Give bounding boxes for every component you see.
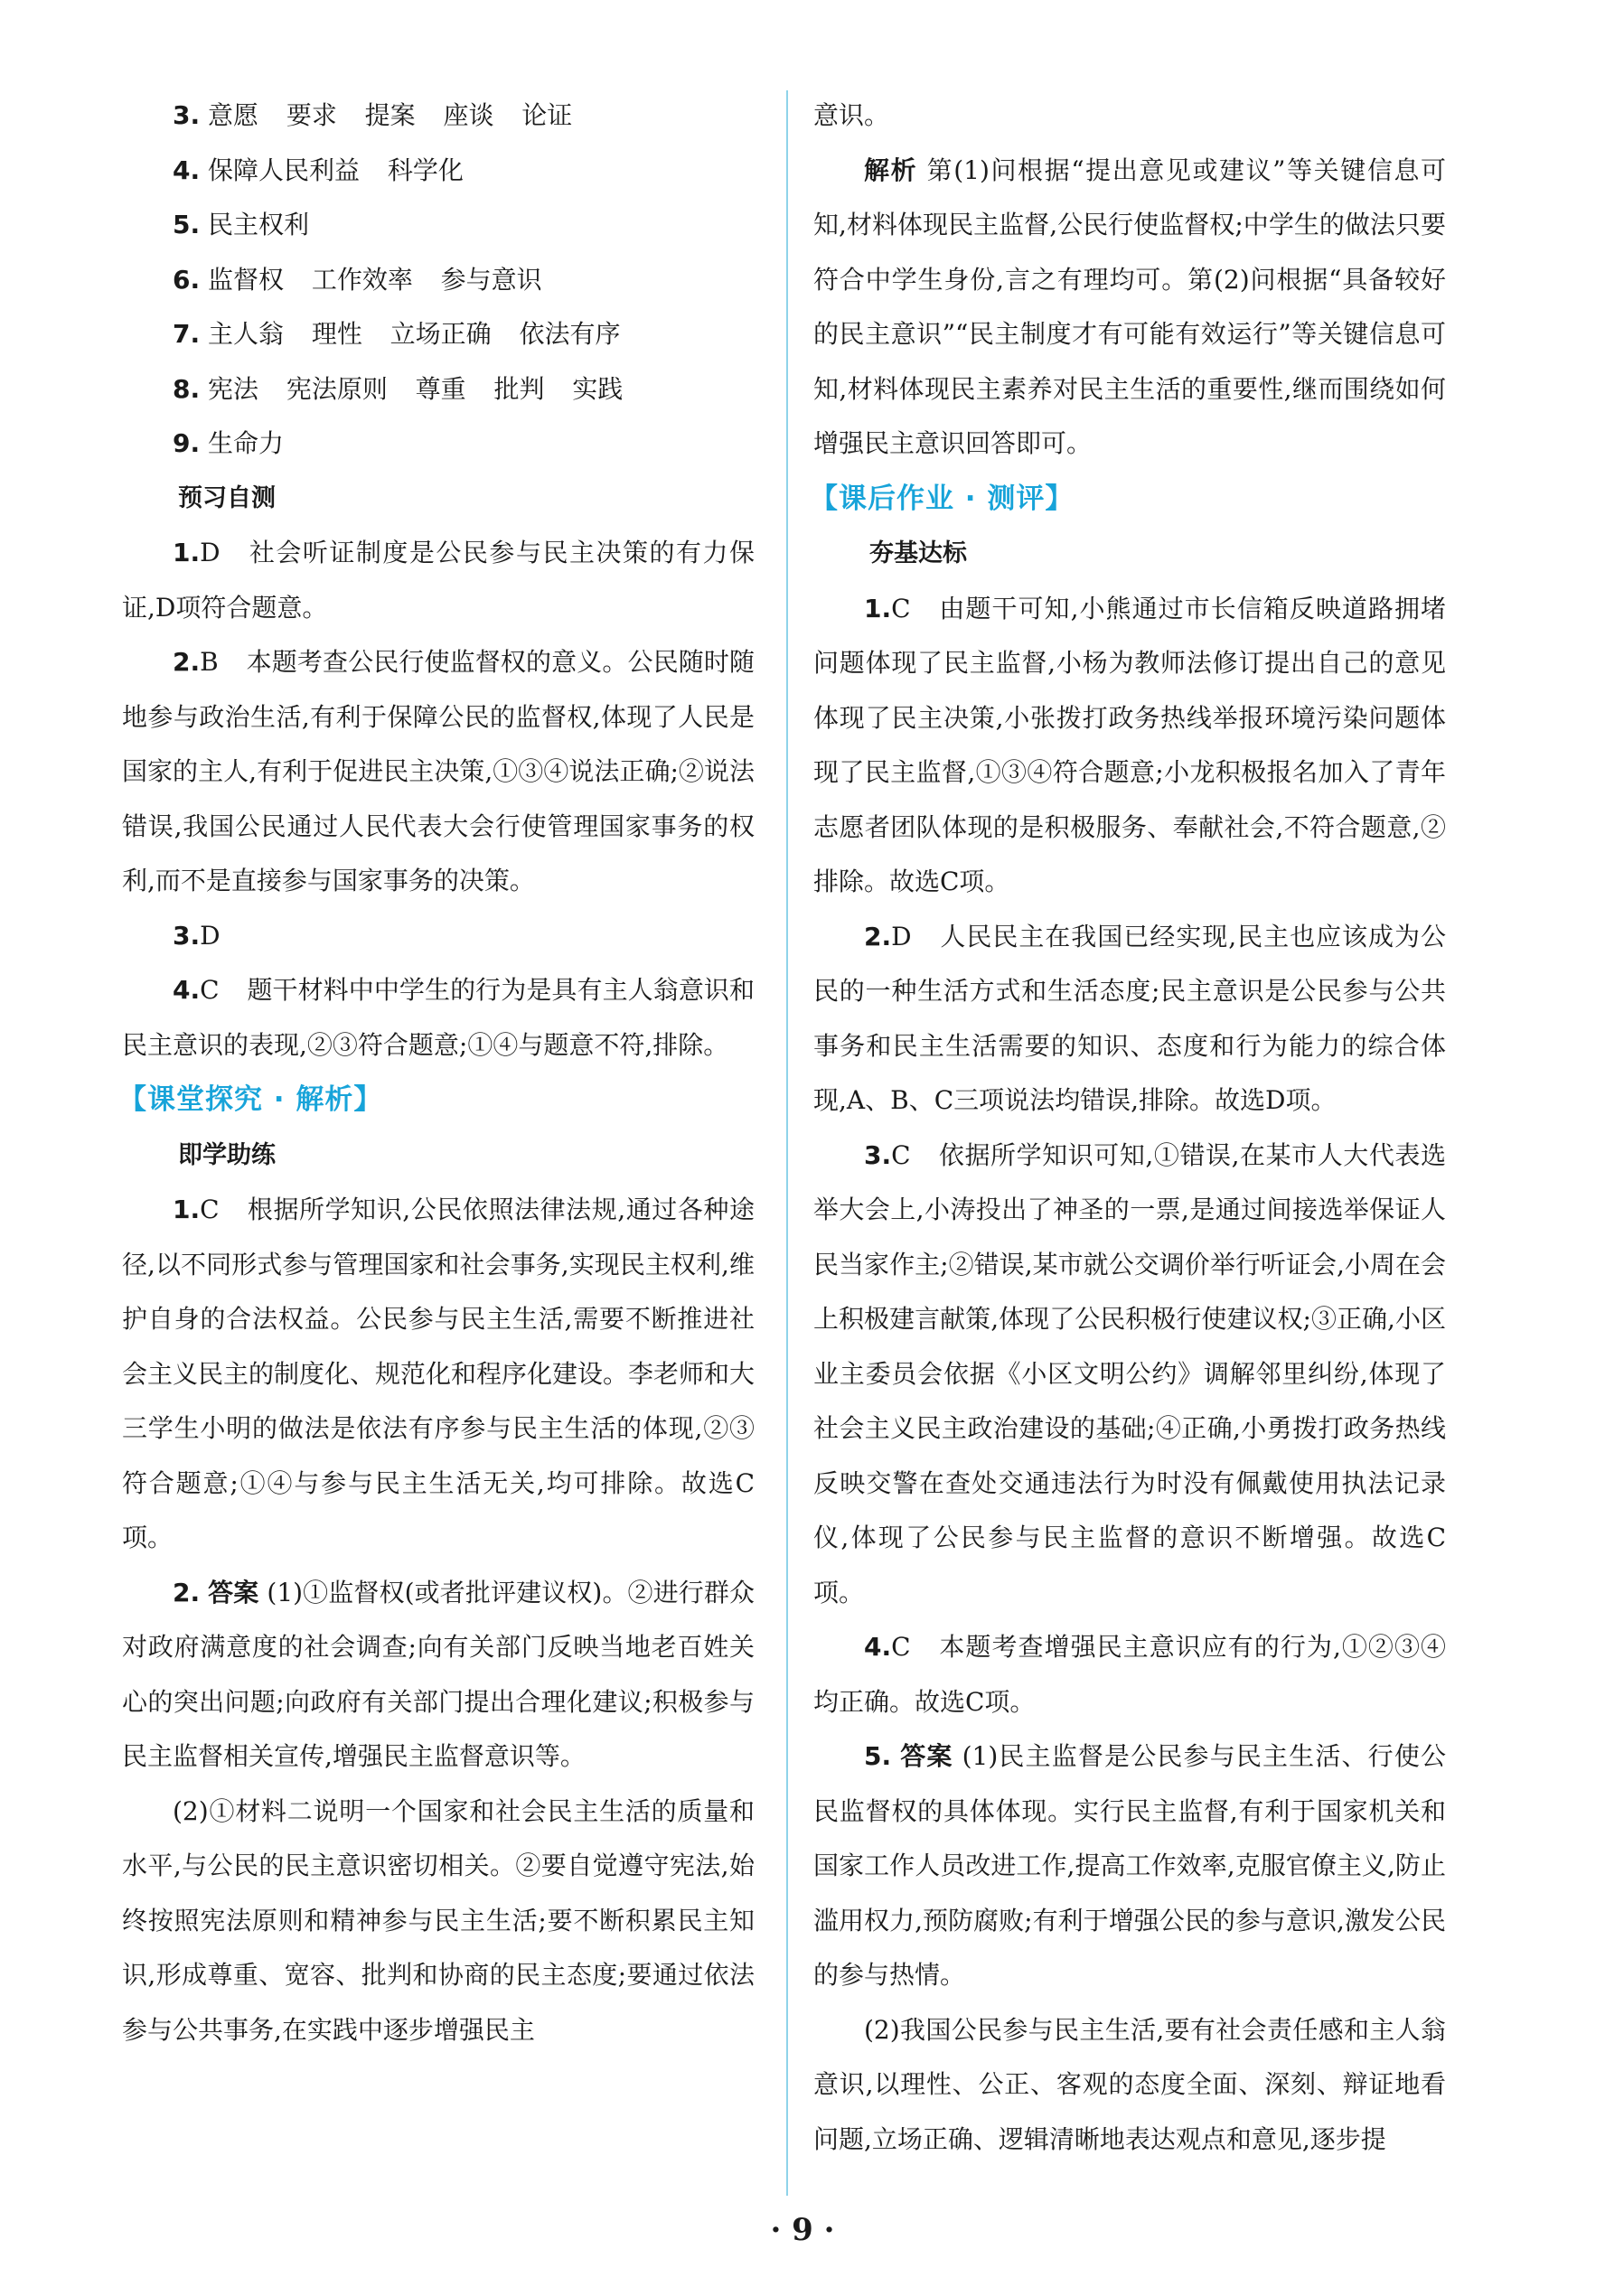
answer-choice: C xyxy=(891,1139,911,1170)
fill-in-item xyxy=(122,307,755,362)
fill-in-item xyxy=(122,362,755,417)
answer-term: 提案 xyxy=(364,100,416,130)
answer-choice: C xyxy=(200,975,220,1005)
answer-term: 论证 xyxy=(521,100,573,130)
answer-number: 2. xyxy=(173,1577,201,1607)
answer-item xyxy=(813,910,1446,1129)
answer-term: 宪法原则 xyxy=(286,373,388,404)
item-number: 4. xyxy=(173,155,201,185)
answer-item xyxy=(122,963,755,1073)
answer-term: 要求 xyxy=(286,100,337,130)
answer-text: 根据所学知识,公民依照法律法规,通过各种途径,以不同形式参与管理国家和社会事务,实现民主权利,维护自身的合法权益。公民参与民主生活,需要不断推进社会主义民主的制度化、规范化和程序化建设。李老师和大三学生小明的做法是依法有序参与民主生活的体现,②③符合题意;①④与参与民主生活无关,均可排除。故选C项。 xyxy=(122,1195,756,1552)
answer-term: 立场正确 xyxy=(390,319,492,349)
answer-item xyxy=(122,909,755,964)
fill-in-answers xyxy=(122,89,755,472)
practice-answer-1 xyxy=(122,1183,755,1566)
answer-text: 人民民主在我国已经实现,民主也应该成为公民的一种生活方式和生活态度;民主意识是公民参与公共事务和民主生活需要的知识、态度和行为能力的综合体现,A、B、C三项说法均错误,排除。故选D项。 xyxy=(813,921,1446,1115)
answer-term: 批判 xyxy=(493,373,545,404)
answer-term: 科学化 xyxy=(387,155,464,185)
fill-in-item xyxy=(122,198,755,253)
answer-item xyxy=(813,1129,1446,1621)
answer-term: 工作效率 xyxy=(311,264,413,295)
left-column xyxy=(118,89,756,2057)
basic-title: 夯基达标 xyxy=(869,539,967,567)
answer-term: 尊重 xyxy=(415,373,466,404)
answer-term: 意愿 xyxy=(208,100,259,130)
homework-answer-5-part-2: (2)我国公民参与民主生活,要有社会责任感和主人翁意识,以理性、公正、客观的态度全面、深刻、辩证地看问题,立场正确、逻辑清晰地表达观点和意见,逐步提 xyxy=(813,2014,1446,2154)
continuation-text: 意识。 xyxy=(813,100,890,130)
right-column xyxy=(810,89,1446,2167)
answer-label: 答案 xyxy=(208,1577,259,1607)
answer-part-1: (1)①监督权(或者批评建议权)。②进行群众对政府满意度的社会调查;向有关部门反映当地老百姓关心的突出问题;向政府有关部门提出合理化建议;积极参与民主监督相关宣传,增强民主监督意识等。 xyxy=(122,1577,755,1771)
fill-in-item xyxy=(122,144,755,199)
section-heading-classroom: 【课堂探究 · 解析】 xyxy=(118,1083,383,1116)
answer-term: 理性 xyxy=(311,319,362,349)
answer-choice: D xyxy=(891,921,912,951)
answer-term: 民主权利 xyxy=(208,210,310,239)
fill-in-item xyxy=(122,417,755,472)
answer-term: 监督权 xyxy=(208,264,285,295)
answer-term: 依法有序 xyxy=(519,319,621,349)
fill-in-item xyxy=(122,89,755,144)
answer-number: 1. xyxy=(173,538,201,567)
answer-text: 依据所学知识可知,①错误,在某市人大代表选举大会上,小涛投出了神圣的一票,是通过间接选举保证人民当家作主;②错误,某市就公交调价举行听证会,小周在会上积极建言献策,体现了公民积极行使建议权;③正确,小区业主委员会依据《小区文明公约》调解邻里纠纷,体现了社会主义民主政治建设的基础;④正确,小勇拨打政务热线反映交警在查处交通违法行为时没有佩戴使用执法记录仪,体现了公民参与民主监督的意识不断增强。故选C项。 xyxy=(813,1139,1446,1607)
answer-choice: C xyxy=(891,1632,911,1662)
answer-number: 3. xyxy=(864,1139,892,1170)
preview-answers xyxy=(122,526,755,1073)
section-heading-homework: 【课后作业 · 测评】 xyxy=(810,482,1075,515)
answer-number: 1. xyxy=(864,593,892,623)
item-number: 9. xyxy=(173,428,201,458)
answer-choice: C xyxy=(200,1195,220,1224)
answer-term: 宪法 xyxy=(208,373,259,404)
answer-term: 保障人民利益 xyxy=(208,155,361,185)
answer-number: 3. xyxy=(173,920,201,951)
answer-number: 4. xyxy=(173,975,201,1005)
answer-item xyxy=(813,582,1446,910)
fill-in-item xyxy=(122,253,755,308)
answer-text: 社会听证制度是公民参与民主决策的有力保证,D项符合题意。 xyxy=(122,538,755,623)
homework-answers xyxy=(813,582,1446,1730)
column-divider xyxy=(786,90,788,2196)
answer-term: 生命力 xyxy=(208,428,285,458)
analysis-text: 第(1)问根据“提出意见或建议”等关键信息可知,材料体现民主监督,公民行使监督权;中学生的做法只要符合中学生身份,言之有理均可。第(2)问根据“具备较好的民主意识”“民主制度才有可能有效运行”等关键信息可知,材料体现民主素养对民主生活的重要性,继而围绕如何增强民主意识回答即可。 xyxy=(813,155,1446,458)
answer-choice: D xyxy=(200,920,221,951)
answer-number: 5. xyxy=(864,1741,892,1771)
analysis-label: 解析 xyxy=(864,155,918,185)
analysis-paragraph xyxy=(813,144,1446,472)
answer-label: 答案 xyxy=(900,1741,953,1771)
answer-number: 2. xyxy=(173,647,201,677)
answer-choice: C xyxy=(891,593,911,623)
answer-choice: B xyxy=(200,647,219,677)
answer-term: 座谈 xyxy=(443,100,494,130)
item-number: 5. xyxy=(173,210,201,239)
answer-number: 4. xyxy=(864,1632,892,1662)
answer-choice: D xyxy=(200,538,221,567)
page-number: · 9 · xyxy=(770,2212,835,2248)
answer-item xyxy=(813,1620,1446,1729)
answer-text: 题干材料中中学生的行为是具有主人翁意识和民主意识的表现,②③符合题意;①④与题意不符,排除。 xyxy=(122,975,755,1060)
answer-item xyxy=(122,526,755,635)
answer-term: 参与意识 xyxy=(440,264,542,295)
item-number: 3. xyxy=(173,100,201,130)
answer-item xyxy=(122,635,755,909)
practice-answer-2 xyxy=(122,1566,755,1785)
answer-term: 主人翁 xyxy=(208,319,285,349)
item-number: 7. xyxy=(173,319,201,349)
item-number: 8. xyxy=(173,373,201,404)
answer-number: 1. xyxy=(173,1195,201,1224)
practice-title: 即学助练 xyxy=(178,1140,276,1169)
answer-number: 2. xyxy=(864,921,892,951)
practice-answer-2-part-2: (2)①材料二说明一个国家和社会民主生活的质量和水平,与公民的民主意识密切相关。②要自觉遵守宪法,始终按照宪法原则和精神参与民主生活;要不断积累民主知识,形成尊重、宽容、批判和协商的民主态度;要通过依法参与公共事务,在实践中逐步增强民主 xyxy=(122,1795,755,2045)
answer-text: 本题考查公民行使监督权的意义。公民随时随地参与政治生活,有利于保障公民的监督权,体现了人民是国家的主人,有利于促进民主决策,①③④说法正确;②说法错误,我国公民通过人民代表大会行使管理国家事务的权利,而不是直接参与国家事务的决策。 xyxy=(122,647,755,895)
answer-term: 实践 xyxy=(572,373,624,404)
answer-text: 本题考查增强民主意识应有的行为,①②③④均正确。故选C项。 xyxy=(813,1632,1446,1717)
answer-text: 由题干可知,小熊通过市长信箱反映道路拥堵问题体现了民主监督,小杨为教师法修订提出自己的意见体现了民主决策,小张拨打政务热线举报环境污染问题体现了民主监督,①③④符合题意;小龙积极报名加入了青年志愿者团队体现的是积极服务、奉献社会,不符合题意,②排除。故选C项。 xyxy=(813,593,1446,896)
answer-part-1: (1)民主监督是公民参与民主生活、行使公民监督权的具体体现。实行民主监督,有利于国家机关和国家工作人员改进工作,提高工作效率,克服官僚主义,防止滥用权力,预防腐败;有利于增强公民的参与意识,激发公民的参与热情。 xyxy=(813,1741,1446,1990)
preview-title: 预习自测 xyxy=(178,483,276,512)
homework-answer-5 xyxy=(813,1729,1446,2003)
item-number: 6. xyxy=(173,264,201,295)
